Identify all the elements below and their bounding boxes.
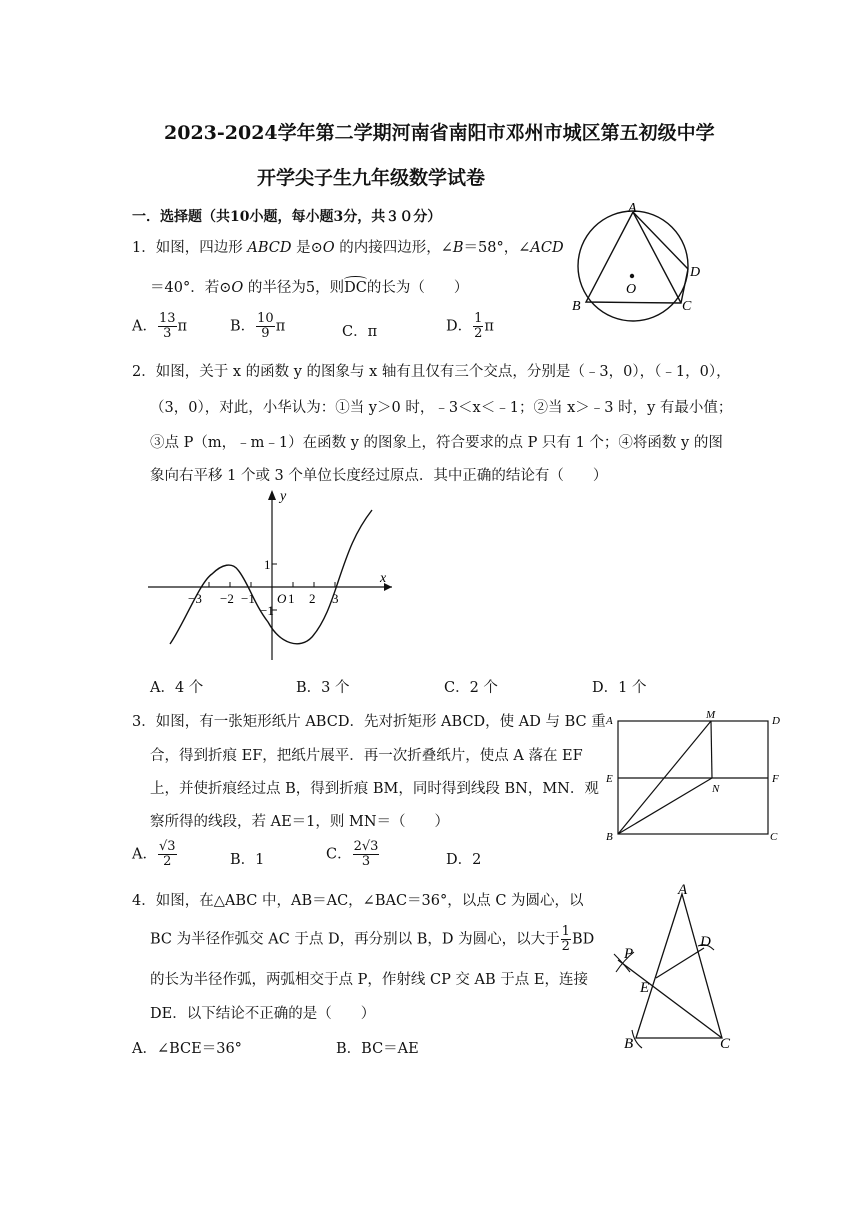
tick-x-m1: −1: [241, 591, 255, 606]
q3-line4: 察所得的线段，若 AE＝1，则 MN＝（ ）: [150, 814, 450, 830]
tick-x-3: 3: [332, 591, 339, 606]
exam-title-line2: 开学尖子生九年级数学试卷: [257, 167, 486, 189]
q1-option-a[interactable]: A． $\frac{13}{3}$ π: [132, 311, 188, 341]
label-e: E: [640, 980, 650, 996]
label-o: O: [626, 282, 637, 297]
q3-option-b[interactable]: B．1: [230, 852, 265, 868]
label-n: N: [712, 783, 720, 795]
arc-dc: DC: [344, 280, 367, 296]
tick-x-1: 1: [288, 591, 295, 606]
q2-option-a[interactable]: A．4 个: [150, 680, 204, 696]
section-heading: 一．选择题（共10小题，每小题3分，共３０分）: [132, 209, 442, 225]
q2-line4: 象向右平移 1 个或 3 个单位长度经过原点．其中正确的结论有（ ）: [150, 468, 608, 484]
q4-line2: BC 为半径作弧交 AC 于点 D，再分别以 B，D 为圆心，以大于 $\frac{1}{2}$ BD: [150, 924, 595, 954]
label-b: B: [606, 831, 613, 843]
origin-label: O: [277, 591, 287, 606]
label-a: A: [678, 882, 688, 898]
tick-x-m3: −3: [188, 591, 202, 606]
q3-line2: 合，得到折痕 EF，把纸片展平．再一次折叠纸片，使点 A 落在 EF: [150, 748, 583, 764]
axis-x-label: x: [380, 571, 387, 586]
label-d: D: [772, 715, 780, 727]
tick-x-m2: −2: [220, 591, 234, 606]
q1-figure-circle: [566, 200, 716, 325]
q4-line4: DE．以下结论不正确的是（ ）: [150, 1006, 376, 1022]
q3-option-c[interactable]: C． $\frac{2√3}{3}$: [326, 839, 379, 869]
q3-line1: 3．如图，有一张矩形纸片 ABCD．先对折矩形 ABCD，使 AD 与 BC 重: [132, 714, 606, 730]
label-p: P: [624, 946, 634, 962]
q2-line3: ③点 P（m，﹣m﹣1）在函数 y 的图象上，符合要求的点 P 只有 1 个；④将函数 y 的图: [150, 435, 723, 451]
label-c: C: [682, 299, 692, 314]
q2-option-b[interactable]: B．3 个: [296, 680, 350, 696]
q3-rectangle-figure: [600, 706, 790, 846]
q2-line2: （3，0），对此，小华认为：①当 y＞0 时，﹣3＜x＜﹣1；②当 x＞﹣3 时，y 有最小值；: [150, 400, 733, 416]
tick-y-1: 1: [264, 557, 271, 572]
q2-option-c[interactable]: C．2 个: [444, 680, 498, 696]
label-e: E: [606, 773, 613, 785]
q1-option-b[interactable]: B． $\frac{10}{9}$ π: [230, 311, 286, 341]
label-c: C: [720, 1036, 731, 1052]
label-b: B: [572, 299, 581, 314]
label-m: M: [706, 709, 716, 721]
label-d: D: [690, 265, 701, 280]
q1-option-d[interactable]: D． $\frac{1}{2}$ π: [446, 311, 494, 341]
label-b: B: [624, 1036, 634, 1052]
q1-line2: ＝40°．若⊙O 的半径为5，则DC的长为（ ）: [150, 280, 469, 296]
q3-option-d[interactable]: D．2: [446, 852, 482, 868]
q2-option-d[interactable]: D．1 个: [592, 680, 647, 696]
q2-line1: 2．如图，关于 x 的函数 y 的图象与 x 轴有且仅有三个交点，分别是（﹣3，0），（﹣1，0），: [132, 364, 731, 380]
label-d: D: [700, 934, 711, 950]
q3-option-a[interactable]: A． $\frac{√3}{2}$: [132, 839, 176, 869]
q3-line3: 上，并使折痕经过点 B，得到折痕 BM，同时得到线段 BN，MN．观: [150, 781, 599, 797]
q4-line1: 4．如图，在△ABC 中，AB＝AC，∠BAC＝36°，以点 C 为圆心，以: [132, 893, 584, 909]
tick-x-2: 2: [309, 591, 316, 606]
q1-option-c[interactable]: C．π: [342, 324, 378, 340]
label-a: A: [606, 715, 613, 727]
q4-option-a[interactable]: A．∠BCE＝36°: [132, 1041, 242, 1057]
q1-line1: 1．如图，四边形 ABCD 是⊙O 的内接四边形，∠B＝58°，∠ACD: [132, 240, 564, 256]
axis-y-label: y: [280, 489, 287, 504]
label-a: A: [628, 201, 637, 216]
label-c: C: [770, 831, 778, 843]
label-f: F: [772, 773, 779, 785]
exam-title-line1: 2023-2024学年第二学期河南省南阳市邓州市城区第五初级中学: [164, 122, 715, 144]
tick-y-neg1: −1: [260, 603, 274, 618]
q4-triangle-figure: [606, 880, 756, 1052]
q4-line3: 的长为半径作弧，两弧相交于点 P，作射线 CP 交 AB 于点 E，连接: [150, 972, 588, 988]
q2-function-graph: [140, 482, 400, 667]
q4-option-b[interactable]: B．BC＝AE: [336, 1041, 419, 1057]
